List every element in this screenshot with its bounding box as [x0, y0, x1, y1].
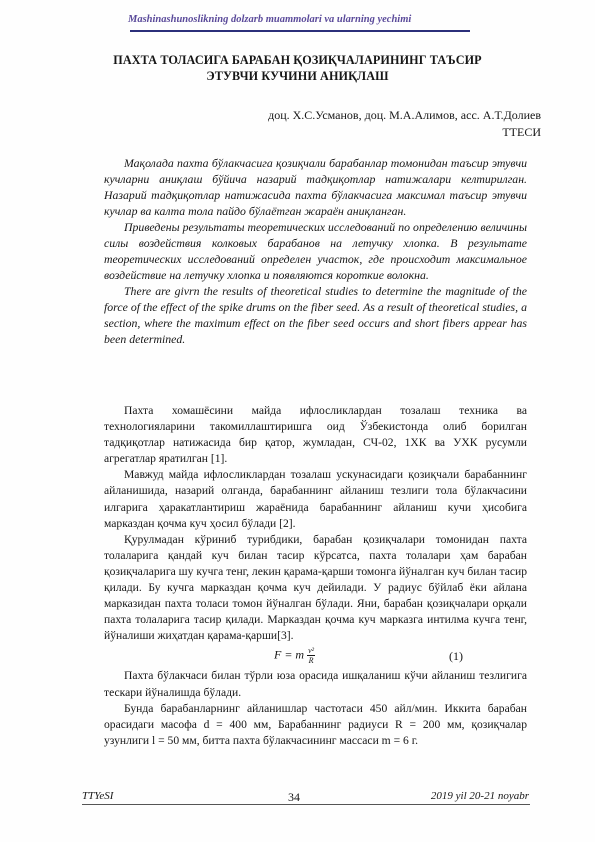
footer-rule	[82, 804, 530, 805]
footer-date: 2019 yil 20-21 noyabr	[430, 790, 529, 802]
formula-fraction	[307, 646, 315, 665]
formula-row	[104, 644, 527, 668]
running-header: Mashinashunoslikning dolzarb muammolari va ularning yechimi	[128, 14, 412, 25]
header-rule	[130, 30, 470, 32]
page-number: 34	[288, 790, 300, 804]
formula-number: (1)	[449, 649, 463, 664]
formula-lhs: F = m	[274, 647, 305, 662]
authors: доц. Х.С.Усманов, доц. М.А.Алимов, асс. А.Т.Долиев	[268, 108, 541, 122]
formula-numerator: v²	[308, 646, 315, 656]
abstract-english: There are givrn the results of theoretical studies to determine the magnitude of the force of the effect of the spike drums on the fiber seed. As a result of theoretical studies, a section, where the maximum effect on the fiber seed occurs and short fibers appear has been determined.	[104, 284, 527, 346]
footer-institution: TTYeSI	[82, 790, 114, 802]
abstract-uzbek: Мақолада пахта бўлакчасига қозиқчали барабанлар томонидан таъсир этувчи кучларни аниқлаш бўйича назарий тадқиқотлар натижалари келтирилган. Назарий тадқиқотлар натижасида пахта бўлакчасига максимал таъсир этувчи кучлар ва калта тола пайдо бўлаётган жараён аниқланган.	[104, 156, 527, 218]
title-line-2: ЭТУВЧИ КУЧИНИ АНИҚЛАШ	[206, 69, 389, 83]
title-line-1: ПАХТА ТОЛАСИГА БАРАБАН ҚОЗИҚЧАЛАРИНИНГ ТАЪСИР	[113, 53, 482, 67]
body-paragraph: Пахта бўлакчаси билан тўрли юза орасида ишқаланиш кўчи айланиш тезлигига тескари йўналишда бўлади.	[104, 669, 527, 699]
centrifugal-force-formula	[274, 646, 315, 665]
authors-block	[268, 107, 541, 141]
article-body	[104, 403, 527, 749]
article-title	[60, 52, 535, 84]
abstract-russian: Приведены результаты теоретических исследований по определению величины силы воздействия колковых барабанов на летучку хлопка. В результате теоретических исследований определен участок, где происходит максимальное воздействие на летучку хлопка и появляются короткие волокна.	[104, 220, 527, 282]
abstract	[104, 155, 527, 347]
body-paragraph: Мавжуд майда ифлосликлардан тозалаш ускунасидаги қозиқчали барабаннинг айланишида, назарий олганда, барабаннинг айланиш тезлиги тола бўлакчасини илгарига ҳаракатлантириш жараёнида барабаннинг айланиш кучи ҳисобига марказдан қочма куч ҳосил бўлади [2].	[104, 468, 527, 530]
body-paragraph: Бунда барабанларнинг айланишлар частотаси 450 айл/мин. Иккита барабан орасидаги масофа d = 400 мм, Барабаннинг радиуси R = 200 мм, қозиқчалар узунлиги l = 50 мм, битта пахта бўлакчасининг массаси m = 6 г.	[104, 701, 527, 747]
body-paragraph: Пахта хомашёсини майда ифлосликлардан тозалаш техника ва технологияларини такомиллаштиришга оид Ўзбекистонда олиб борилган тадқиқотлар натижасида бир қатор, жумладан, СЧ-02, 1ХК ва УХК русумли агрегатлар яратилган [1].	[104, 404, 527, 466]
body-paragraph: Қурулмадан кўриниб турибдики, барабан қозиқчалари томонидан пахта толаларига қандай куч билан тасир кўрсатса, пахта толалари ҳам барабан қозиқчаларига шу кучга тенг, лекин қарама-қарши томонга йўналган куч билан тасир қилади. Бу кучга марказдан қочма куч дейилади. У радиус бўйлаб ёки айлана марказидан пахта толаси томон йўналган бўлади. Яни, барабан қозиқчалари орқали пахта толаларига тасир қилади. Марказдан қочма куч марказга интилма кучга тенг, йўналиши жиҳатдан қарама-қарши[3].	[104, 532, 527, 643]
affiliation: ТТЕСИ	[502, 125, 541, 139]
formula-denominator: R	[308, 656, 314, 666]
